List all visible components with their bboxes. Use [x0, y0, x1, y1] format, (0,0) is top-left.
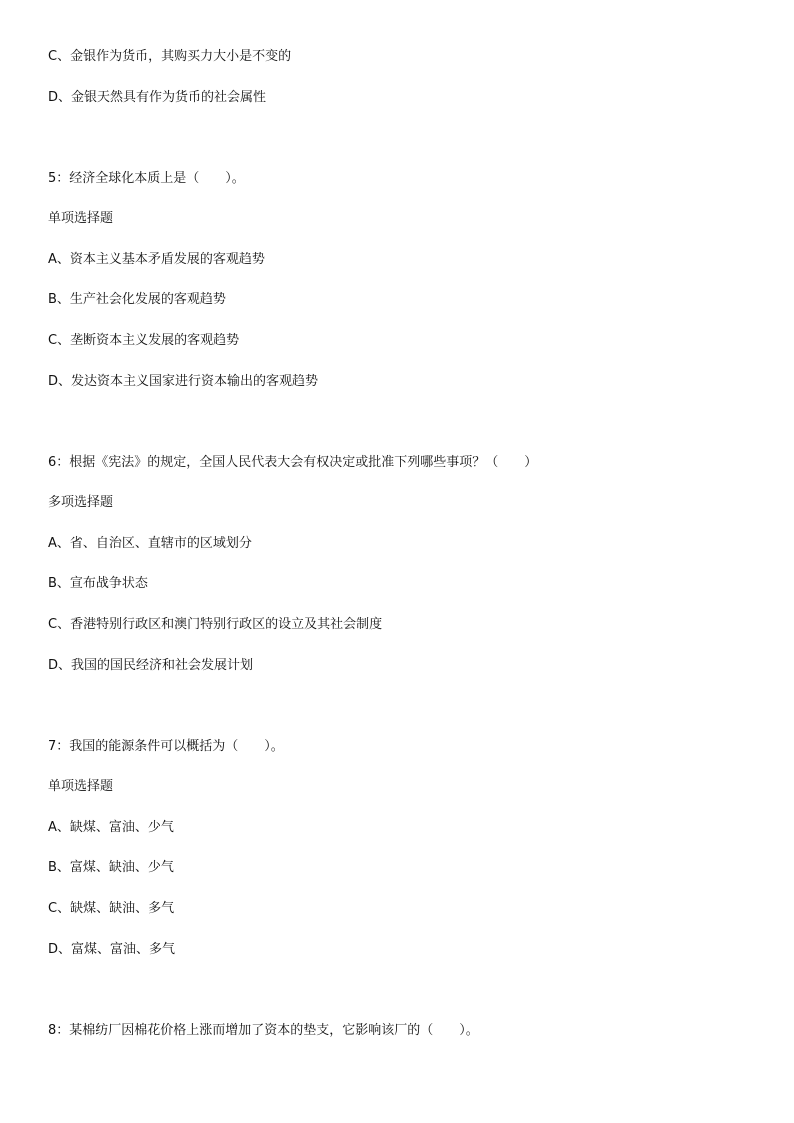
option-c-q7: C、缺煤、缺油、多气	[48, 901, 175, 916]
option-c-q5: C、垄断资本主义发展的客观趋势	[48, 333, 240, 348]
option-b-q6: B、宣布战争状态	[48, 576, 148, 591]
option-c-q6: C、香港特别行政区和澳门特别行政区的设立及其社会制度	[48, 617, 383, 632]
question-8: 8：某棉纺厂因棉花价格上涨而增加了资本的垫支，它影响该厂的（ ）。	[48, 1023, 479, 1038]
option-d-q6: D、我国的国民经济和社会发展计划	[48, 658, 254, 673]
question-7: 7：我国的能源条件可以概括为（ ）。	[48, 739, 284, 754]
option-c-q4: C、金银作为货币，其购买力大小是不变的	[48, 49, 292, 64]
option-a-q6: A、省、自治区、直辖市的区域划分	[48, 536, 252, 551]
option-d-q4: D、金银天然具有作为货币的社会属性	[48, 90, 267, 105]
option-a-q7: A、缺煤、富油、少气	[48, 820, 174, 835]
question-6: 6：根据《宪法》的规定，全国人民代表大会有权决定或批准下列哪些事项？（ ）	[48, 455, 538, 470]
question-5: 5：经济全球化本质上是（ ）。	[48, 171, 245, 186]
question-type-7: 单项选择题	[48, 779, 114, 794]
option-d-q5: D、发达资本主义国家进行资本输出的客观趋势	[48, 374, 319, 389]
option-a-q5: A、资本主义基本矛盾发展的客观趋势	[48, 252, 265, 267]
option-b-q5: B、生产社会化发展的客观趋势	[48, 292, 226, 307]
question-type-6: 多项选择题	[48, 495, 114, 510]
question-type-5: 单项选择题	[48, 211, 114, 226]
option-d-q7: D、富煤、富油、多气	[48, 942, 176, 957]
option-b-q7: B、富煤、缺油、少气	[48, 860, 174, 875]
